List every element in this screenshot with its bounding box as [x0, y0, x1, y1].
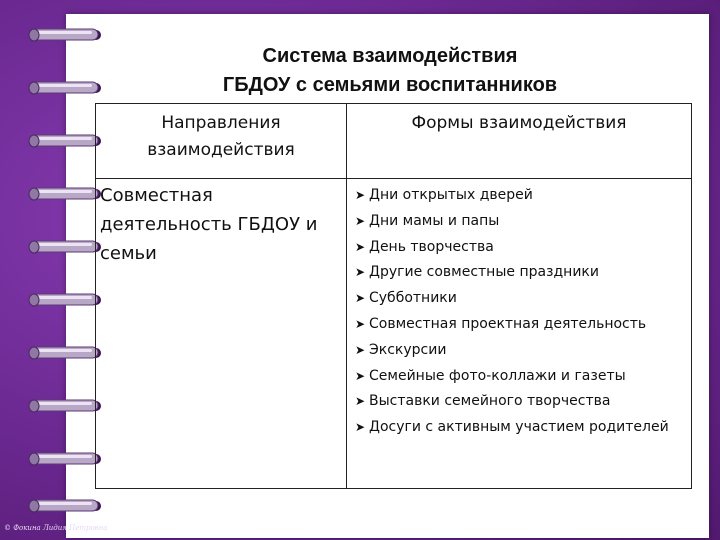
form-label: Субботники [369, 290, 457, 307]
header-directions: Направления взаимодействия [96, 104, 347, 179]
binding-ring-icon [28, 449, 102, 469]
form-label: Дни мамы и папы [369, 212, 500, 229]
arrow-bullet-icon: ➤ [355, 342, 366, 357]
form-label: Выставки семейного творчества [369, 393, 611, 410]
list-item [355, 235, 691, 261]
copyright-footer: © Фокина Лидия Петровна [4, 524, 108, 532]
binding-ring-icon [28, 396, 102, 416]
list-item [355, 415, 691, 441]
list-item [355, 183, 691, 209]
table-header-row [96, 104, 692, 179]
arrow-bullet-icon: ➤ [355, 213, 366, 228]
direction-cell: Совместная деятельность ГБДОУ и семьи [96, 179, 347, 489]
binding-ring-icon [28, 290, 102, 310]
arrow-bullet-icon: ➤ [355, 420, 366, 435]
binding-ring-icon [28, 237, 102, 257]
arrow-bullet-icon: ➤ [355, 265, 366, 280]
arrow-bullet-icon: ➤ [355, 239, 366, 254]
list-item [355, 286, 691, 312]
binding-ring-icon [28, 184, 102, 204]
form-label: Досуги с активным участием родителей [369, 419, 669, 436]
arrow-bullet-icon: ➤ [355, 316, 366, 331]
arrow-bullet-icon: ➤ [355, 291, 366, 306]
arrow-bullet-icon: ➤ [355, 368, 366, 383]
list-item [355, 364, 691, 390]
list-item [355, 209, 691, 235]
arrow-bullet-icon: ➤ [355, 394, 366, 409]
table-row [96, 179, 692, 489]
binding-ring-icon [28, 496, 102, 516]
title-line-1: Система взаимодействия [262, 45, 518, 67]
list-item [355, 338, 691, 364]
binding-ring-icon [28, 78, 102, 98]
binding-ring-icon [28, 131, 102, 151]
form-label: Дни открытых дверей [369, 187, 533, 203]
title-line-2: ГБДОУ с семьями воспитанников [222, 74, 558, 96]
list-item [355, 312, 691, 338]
list-item [355, 389, 691, 415]
form-label: Семейные фото-коллажи и газеты [369, 367, 626, 384]
form-label: Другие совместные праздники [369, 264, 599, 281]
slide-title [130, 42, 650, 100]
arrow-bullet-icon: ➤ [355, 188, 366, 202]
forms-cell [347, 179, 692, 489]
list-item [355, 260, 691, 286]
binding-ring-icon [28, 343, 102, 363]
form-label: День творчества [369, 238, 494, 255]
interaction-table [95, 103, 692, 489]
binding-ring-icon [28, 25, 102, 45]
header-forms: Формы взаимодействия [347, 104, 692, 179]
forms-list [347, 179, 691, 441]
form-label: Совместная проектная деятельность [369, 315, 647, 332]
form-label: Экскурсии [369, 341, 447, 358]
